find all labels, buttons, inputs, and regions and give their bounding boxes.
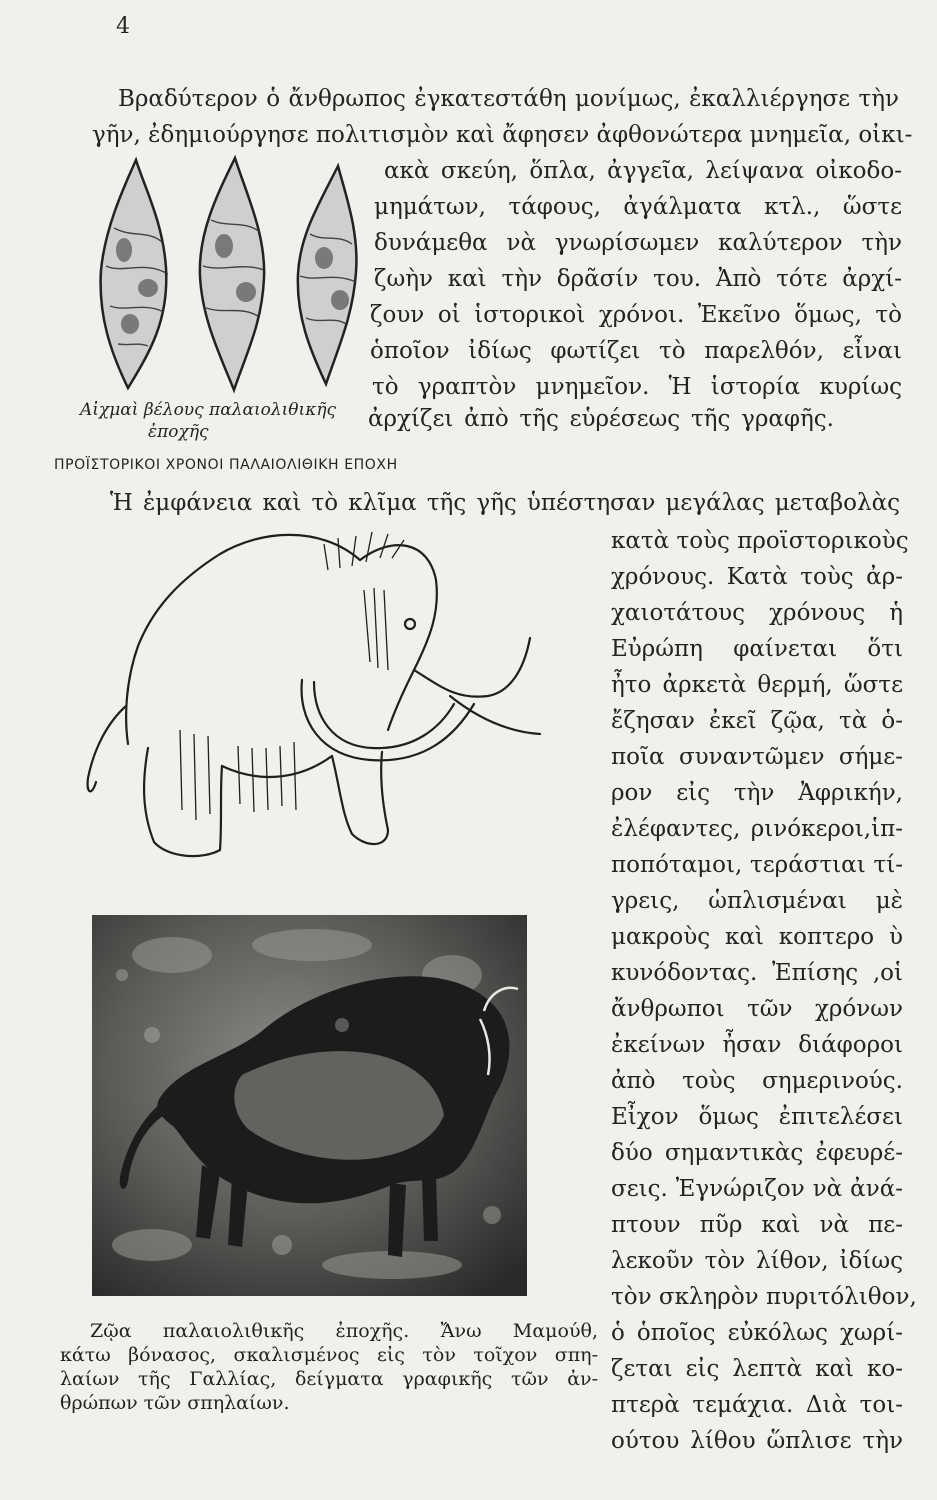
column-line-26: ούτου λίθου ὥπλισε τὴν xyxy=(611,1428,903,1454)
caption-continuation: ἀρχίζει ἀπὸ τῆς εὑρέσεως τῆς γραφῆς. xyxy=(368,406,834,432)
column-line-23: ὁ ὁποῖος εὐκόλως χωρί- xyxy=(611,1320,903,1346)
bottom-caption-line-4: θρώπων τῶν σπηλαίων. xyxy=(60,1392,290,1414)
column-line-12: μακροὺς καὶ κοπτερο ὺ xyxy=(611,924,903,950)
column-line-16: ἀπὸ τοὺς σημερινούς. xyxy=(611,1068,903,1094)
arrowheads-caption: Αἰχμαὶ βέλους παλαιολιθικῆς xyxy=(80,400,337,420)
column-line-1: κατὰ τοὺς προϊστορικοὺς xyxy=(611,528,909,554)
section-first-line: Ἡ ἐμφάνεια καὶ τὸ κλῖμα τῆς γῆς ὑπέστησαν μεγάλας μεταβολὰς xyxy=(110,490,900,516)
arrowheads-caption-2: ἐποχῆς xyxy=(148,422,209,442)
column-line-11: γρεις, ὡπλισμέναι μὲ xyxy=(611,888,903,914)
column-line-14: ἄνθρωποι τῶν χρόνων xyxy=(611,996,903,1022)
bottom-caption-line-1: Ζῷα παλαιολιθικῆς ἐποχῆς. Ἄνω Μαμούθ, xyxy=(90,1320,598,1342)
mammoth-tusk-right xyxy=(450,696,540,734)
right-line-3: δυνάμεθα νὰ γνωρίσωμεν καλύτερον τὴν xyxy=(374,230,902,256)
column-line-9: ἐλέφαντες, ρινόκεροι,ἱπ- xyxy=(611,816,903,842)
intro-line-1: Βραδύτερον ὁ ἄνθρωπος ἐγκατεστάθη μονίμως, ἐκαλλιέργησε τὴν xyxy=(118,86,899,112)
column-line-18: δύο σημαντικὰς ἐφευρέ- xyxy=(611,1140,903,1166)
right-line-2: μημάτων, τάφους, ἀγάλματα κτλ., ὥστε xyxy=(374,194,902,220)
mammoth-eye xyxy=(405,619,415,629)
arrowhead-right xyxy=(298,166,357,384)
right-line-7: τὸ γραπτὸν μνημεῖον. Ἡ ἱστορία κυρίως xyxy=(372,374,902,400)
mammoth-tusk-inner xyxy=(314,682,454,748)
column-line-13: κυνόδοντας. Ἐπίσης ,οἱ xyxy=(611,960,903,986)
column-line-10: ποπόταμοι, τεράστιαι τί- xyxy=(611,852,903,878)
mammoth-illustration xyxy=(70,520,600,880)
column-line-2: χρόνους. Κατὰ τοὺς ἀρ- xyxy=(611,564,903,590)
bison-cave-painting xyxy=(92,915,527,1296)
column-line-15: ἐκείνων ἦσαν διάφοροι xyxy=(611,1032,903,1058)
right-line-5: ζουν οἱ ἱστορικοὶ χρόνοι. Ἐκεῖνο ὅμως, τὸ xyxy=(370,302,902,328)
mammoth-trunk xyxy=(414,638,530,697)
intro-line-2: γῆν, ἐδημιούργησε πολιτισμὸν καὶ ἄφησεν ἀφθονώτερα μνημεῖα, οἰκι- xyxy=(92,122,913,148)
column-line-24: ζεται εἰς λεπτὰ καὶ κο- xyxy=(611,1356,903,1382)
column-line-22: τὸν σκληρὸν πυριτόλιθον, xyxy=(611,1284,917,1310)
arrowhead-middle xyxy=(200,158,264,390)
mammoth-head xyxy=(360,545,437,730)
column-line-6: ἔζησαν ἐκεῖ ζῷα, τὰ ὁ- xyxy=(611,708,903,734)
column-line-21: λεκοῦν τὸν λίθον, ἰδίως xyxy=(611,1248,903,1274)
right-line-4: ζωὴν καὶ τὴν δρᾶσίν του. Ἀπὸ τότε ἀρχί- xyxy=(374,266,902,292)
column-line-3: χαιοτάτους χρόνους ἡ xyxy=(611,600,903,626)
page-number: 4 xyxy=(116,14,130,39)
column-line-5: ἦτο ἀρκετὰ θερμή, ὥστε xyxy=(611,672,903,698)
bison-leg-front-2 xyxy=(422,1175,438,1241)
column-line-19: σεις. Ἐγνώριζον νὰ ἀνά- xyxy=(611,1176,903,1202)
mammoth-leg-front xyxy=(332,752,388,844)
right-line-6: ὁποῖον ἰδίως φωτίζει τὸ παρελθόν, εἶναι xyxy=(370,338,902,364)
right-line-1: ακὰ σκεύη, ὅπλα, ἀγγεῖα, λείψανα οἰκοδο- xyxy=(384,158,902,184)
section-heading: ΠΡΟΪΣΤΟΡΙΚΟΙ ΧΡΟΝΟΙ ΠΑΛΑΙΟΛΙΘΙΚΗ ΕΠΟΧΗ xyxy=(54,457,398,473)
arrowheads-illustration xyxy=(78,148,378,398)
column-line-7: ποῖα συναντῶμεν σήμε- xyxy=(611,744,903,770)
arrowhead-left xyxy=(101,160,167,388)
bottom-caption-line-2: κάτω βόνασος, σκαλισμένος εἰς τὸν τοῖχον σπη- xyxy=(60,1344,598,1366)
column-line-4: Εὐρώπη φαίνεται ὅτι xyxy=(611,636,903,662)
mammoth-tail xyxy=(88,706,126,791)
mammoth-back xyxy=(126,535,360,744)
column-line-8: ρον εἰς τὴν Ἀφρικήν, xyxy=(611,780,903,806)
bottom-caption-line-3: λαίων τῆς Γαλλίας, δείγματα γραφικῆς τῶν ἀν- xyxy=(60,1368,598,1390)
column-line-17: Εἶχον ὅμως ἐπιτελέσει xyxy=(611,1104,903,1130)
column-line-20: πτουν πῦρ καὶ νὰ πε- xyxy=(611,1212,903,1238)
column-line-25: πτερὰ τεμάχια. Διὰ τοι- xyxy=(611,1392,903,1418)
